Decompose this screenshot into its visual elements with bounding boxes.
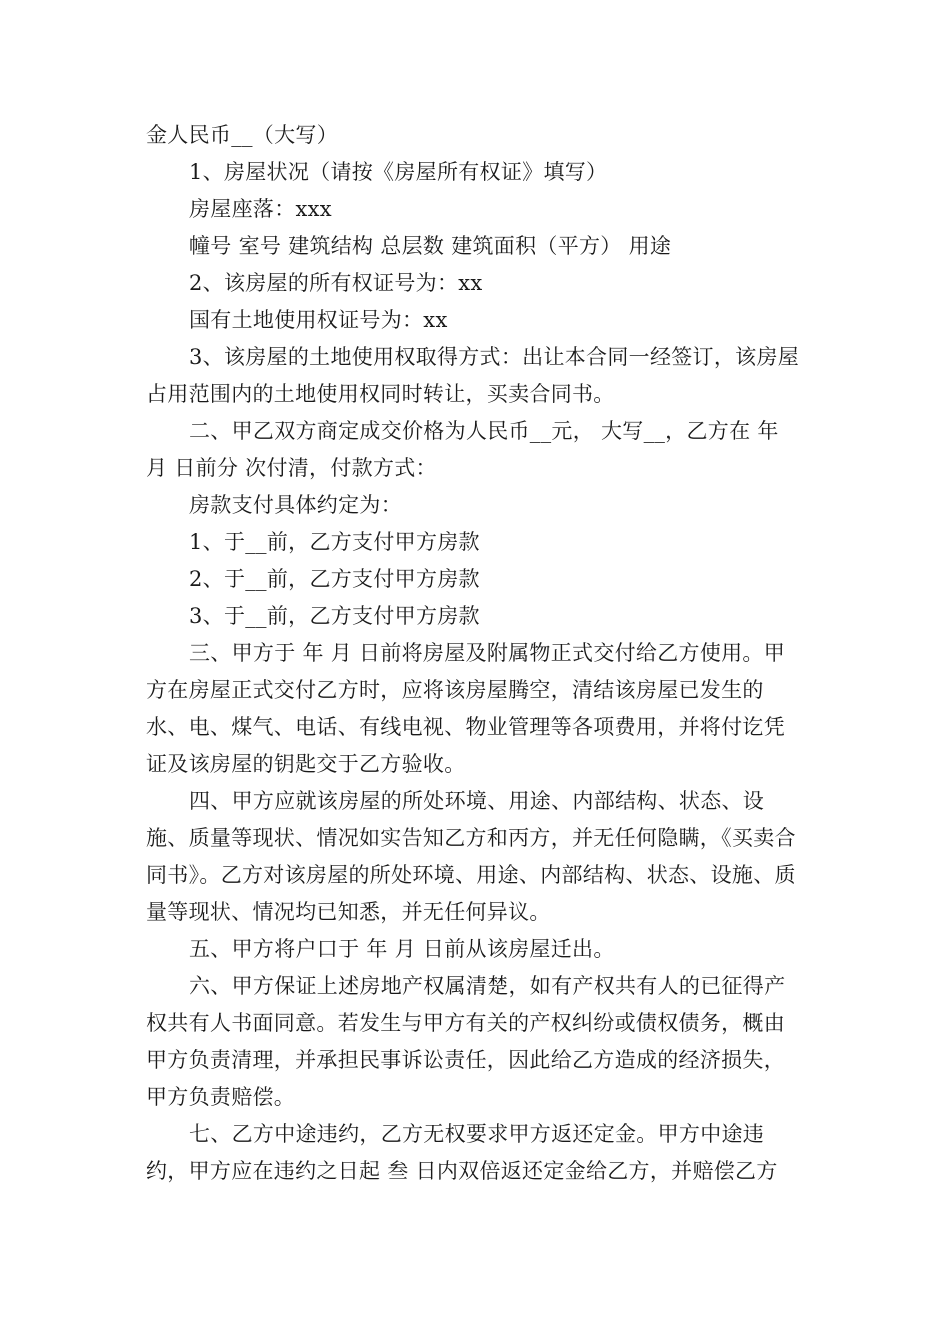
paragraph-clause-5-household: 五、甲方将户口于 年 月 日前从该房屋迁出。 (189, 937, 615, 961)
paragraph-clause-3-delivery: 三、甲方于 年 月 日前将房屋及附属物正式交付给乙方使用。甲方在房屋正式交付乙方时，应将该房屋腾空，清结该房屋已发生的水、电、煤气、电话、有线电视、物业管理等各项费用，并将付讫凭证及该房屋的钥匙交于乙方验收。 (146, 641, 786, 776)
paragraph-land-cert: 国有土地使用权证号为：xx (189, 308, 448, 332)
paragraph-payment-3: 3、于__前，乙方支付甲方房款 (189, 604, 480, 628)
paragraph-ownership-cert: 2、该房屋的所有权证号为：xx (189, 271, 483, 295)
paragraph-clause-7-breach: 七、乙方中途违约，乙方无权要求甲方返还定金。甲方中途违约，甲方应在违约之日起 叁 日内双倍返还定金给乙方，并赔偿乙方 (146, 1122, 778, 1183)
document-body (146, 117, 806, 1190)
paragraph-payment-terms: 房款支付具体约定为： (189, 493, 402, 517)
paragraph-deposit-amount: 金人民币__（大写） (146, 123, 338, 147)
paragraph-land-use-right: 3、该房屋的土地使用权取得方式：出让本合同一经签订，该房屋占用范围内的土地使用权同时转让，买卖合同书。 (146, 345, 800, 406)
paragraph-payment-1: 1、于__前，乙方支付甲方房款 (189, 530, 480, 554)
paragraph-house-fields: 幢号 室号 建筑结构 总层数 建筑面积（平方） 用途 (189, 234, 672, 258)
paragraph-clause-2-price: 二、甲乙双方商定成交价格为人民币__元， 大写__，乙方在 年 月 日前分 次付清，付款方式： (146, 419, 779, 480)
paragraph-clause-6-title: 六、甲方保证上述房地产权属清楚，如有产权共有人的已征得产权共有人书面同意。若发生与甲方有关的产权纠纷或债权债务，概由甲方负责清理，并承担民事诉讼责任，因此给乙方造成的经济损失，甲方负责赔偿。 (146, 974, 786, 1109)
paragraph-house-location: 房屋座落：xxx (189, 197, 332, 221)
paragraph-house-status: 1、房屋状况（请按《房屋所有权证》填写） (189, 160, 608, 184)
paragraph-payment-2: 2、于__前，乙方支付甲方房款 (189, 567, 480, 591)
paragraph-clause-4-disclosure: 四、甲方应就该房屋的所处环境、用途、内部结构、状态、设施、质量等现状、情况如实告知乙方和丙方，并无任何隐瞒，《买卖合同书》。乙方对该房屋的所处环境、用途、内部结构、状态、设施、质量等现状、情况均已知悉，并无任何异议。 (146, 789, 796, 924)
